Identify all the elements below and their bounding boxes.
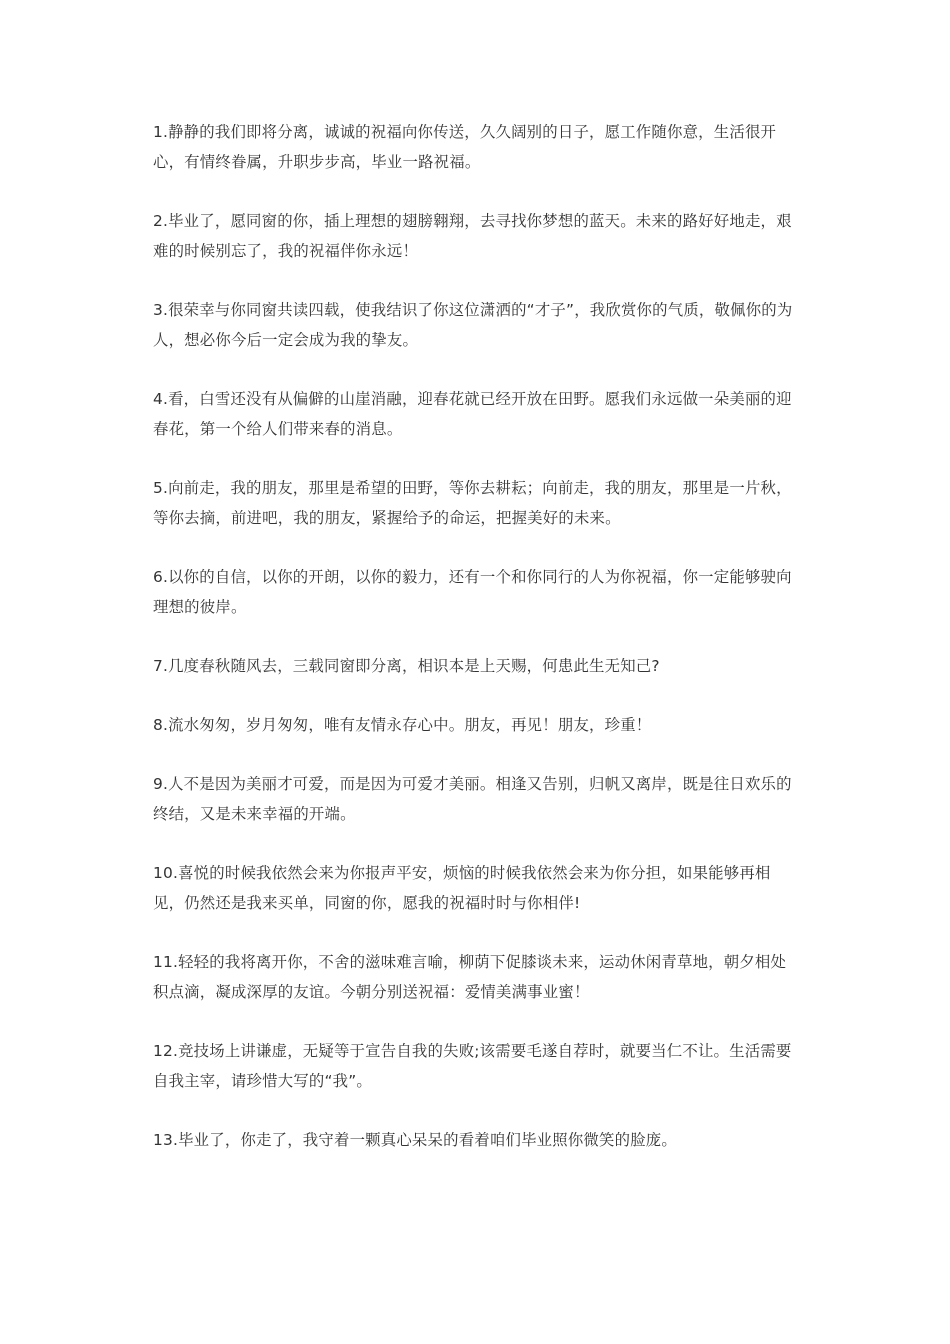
paragraph-7: 7.几度春秋随风去，三载同窗即分离，相识本是上天赐，何患此生无知己? xyxy=(153,657,660,675)
paragraph-12: 12.竞技场上讲谦虚，无疑等于宣告自我的失败;该需要毛遂自荐时，就要当仁不让。生活需要自我主宰，请珍惜大写的“我”。 xyxy=(153,1042,792,1090)
paragraph-10: 10.喜悦的时候我依然会来为你报声平安，烦恼的时候我依然会来为你分担，如果能够再相见，仍然还是我来买单，同窗的你，愿我的祝福时时与你相伴! xyxy=(153,864,771,912)
paragraph-5: 5.向前走，我的朋友，那里是希望的田野，等你去耕耘；向前走，我的朋友，那里是一片秋，等你去摘，前进吧，我的朋友，紧握给予的命运，把握美好的未来。 xyxy=(153,479,792,527)
paragraph-13: 13.毕业了，你走了，我守着一颗真心呆呆的看着咱们毕业照你微笑的脸庞。 xyxy=(153,1131,677,1149)
document-body xyxy=(153,117,793,1184)
paragraph-4: 4.看，白雪还没有从偏僻的山崖消融，迎春花就已经开放在田野。愿我们永远做一朵美丽的迎春花，第一个给人们带来春的消息。 xyxy=(153,390,792,438)
paragraph-8: 8.流水匆匆，岁月匆匆，唯有友情永存心中。朋友，再见！朋友，珍重！ xyxy=(153,716,652,734)
paragraph-9: 9.人不是因为美丽才可爱，而是因为可爱才美丽。相逢又告别，归帆又离岸，既是往日欢乐的终结，又是未来幸福的开端。 xyxy=(153,775,792,823)
paragraph-3: 3.很荣幸与你同窗共读四载，使我结识了你这位潇洒的“才子”，我欣赏你的气质，敬佩你的为人，想必你今后一定会成为我的挚友。 xyxy=(153,301,793,349)
paragraph-6: 6.以你的自信，以你的开朗，以你的毅力，还有一个和你同行的人为你祝福，你一定能够驶向理想的彼岸。 xyxy=(153,568,792,616)
paragraph-1: 1.静静的我们即将分离，诚诚的祝福向你传送，久久阔别的日子，愿工作随你意，生活很开心，有情终眷属，升职步步高，毕业一路祝福。 xyxy=(153,123,777,171)
paragraph-2: 2.毕业了，愿同窗的你，插上理想的翅膀翱翔，去寻找你梦想的蓝天。未来的路好好地走，艰难的时候别忘了，我的祝福伴你永远！ xyxy=(153,212,792,260)
paragraph-11: 11.轻轻的我将离开你，不舍的滋味难言喻，柳荫下促膝谈未来，运动休闲青草地，朝夕相处积点滴，凝成深厚的友谊。今朝分别送祝福：爱情美满事业蜜！ xyxy=(153,953,787,1001)
